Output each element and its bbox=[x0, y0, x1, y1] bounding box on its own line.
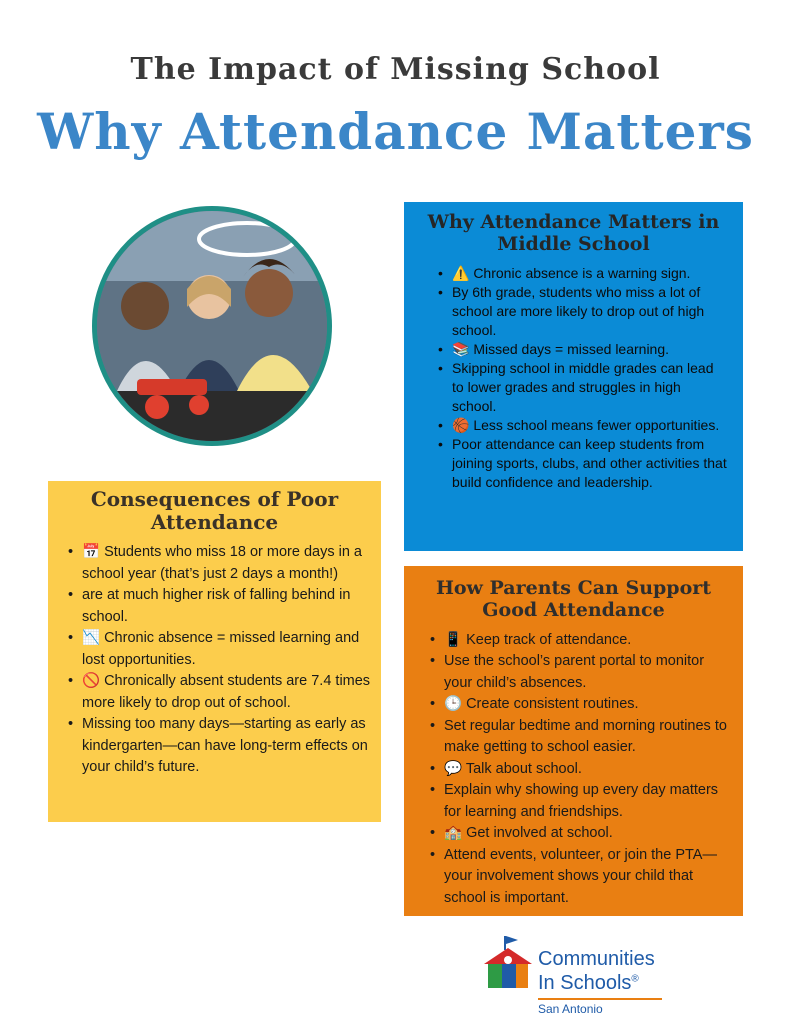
logo-in-schools-text bbox=[538, 972, 639, 995]
parents-support-heading: How Parents Can Support Good Attendance bbox=[435, 577, 712, 621]
list-item: • Set regular bedtime and morning routines to make getting to school easier. bbox=[430, 716, 733, 759]
registered-mark: ® bbox=[631, 973, 639, 985]
logo-divider bbox=[538, 998, 662, 1000]
list-item: • 🕒 Create consistent routines. bbox=[430, 694, 733, 716]
consequences-heading: Consequences of Poor Attendance bbox=[90, 487, 339, 534]
middle-school-heading: Why Attendance Matters in Middle School bbox=[427, 211, 720, 255]
list-item: • Missing too many days—starting as early as kindergarten—can have long-term effects on your child’s future. bbox=[68, 714, 371, 779]
parents-support-box bbox=[404, 566, 743, 916]
list-item: • are at much higher risk of falling behind in school. bbox=[68, 585, 371, 628]
page-subtitle: The Impact of Missing School bbox=[130, 52, 661, 87]
communities-in-schools-logo bbox=[480, 932, 680, 1018]
consequences-box bbox=[48, 481, 381, 822]
students-photo bbox=[92, 206, 332, 446]
list-item: • Explain why showing up every day matters for learning and friendships. bbox=[430, 780, 733, 823]
list-item: • 🚫 Chronically absent students are 7.4 times more likely to drop out of school. bbox=[68, 671, 371, 714]
list-item: • 📱 Keep track of attendance. bbox=[430, 630, 733, 652]
middle-school-box bbox=[404, 202, 743, 551]
parents-support-list bbox=[430, 630, 733, 910]
list-item: • Attend events, volunteer, or join the PTA—your involvement shows your child that school is important. bbox=[430, 845, 733, 910]
logo-in-schools-label: In Schools bbox=[538, 972, 632, 994]
logo-communities-text: Communities bbox=[538, 948, 655, 970]
logo-san-antonio-text: San Antonio bbox=[538, 1002, 603, 1016]
list-item: • 🏀 Less school means fewer opportunities. bbox=[438, 416, 727, 435]
page-title: Why Attendance Matters bbox=[37, 102, 754, 161]
students-photo-illustration bbox=[97, 211, 327, 441]
list-item: • 💬 Talk about school. bbox=[430, 759, 733, 781]
list-item: • 📅 Students who miss 18 or more days in a school year (that’s just 2 days a month!) bbox=[68, 542, 371, 585]
consequences-list bbox=[68, 542, 371, 779]
list-item: • By 6th grade, students who miss a lot of school are more likely to drop out of high school. bbox=[438, 283, 727, 340]
schoolhouse-logo-icon bbox=[480, 934, 536, 996]
list-item: • Skipping school in middle grades can lead to lower grades and struggles in high school. bbox=[438, 359, 727, 416]
list-item: • 📚 Missed days = missed learning. bbox=[438, 340, 727, 359]
middle-school-list bbox=[438, 264, 727, 492]
list-item: • 📉 Chronic absence = missed learning and lost opportunities. bbox=[68, 628, 371, 671]
list-item: • ⚠️ Chronic absence is a warning sign. bbox=[438, 264, 727, 283]
list-item: • 🏫 Get involved at school. bbox=[430, 823, 733, 845]
list-item: • Use the school’s parent portal to monitor your child’s absences. bbox=[430, 651, 733, 694]
list-item: • Poor attendance can keep students from joining sports, clubs, and other activities that build confidence and leadership. bbox=[438, 435, 727, 492]
